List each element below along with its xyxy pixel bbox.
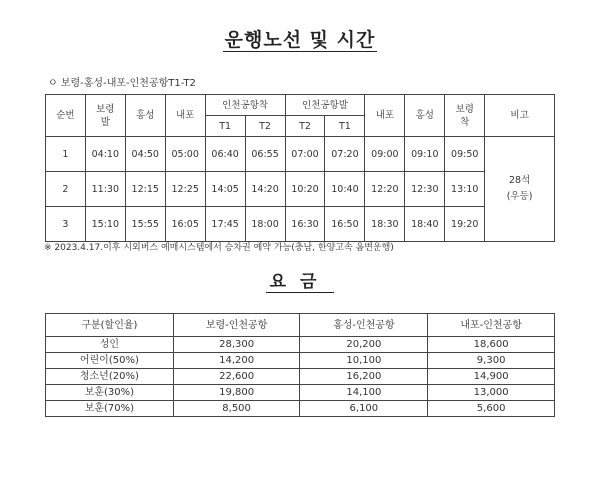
time-cell: 16:50 xyxy=(325,207,365,242)
header-arr-t1: T1 xyxy=(205,116,245,137)
fare-cell: 18,600 xyxy=(428,337,555,353)
page-title-text: 운행노선 및 시간 xyxy=(224,29,376,51)
fare-cell: 14,900 xyxy=(428,369,555,385)
header-dep-t2: T2 xyxy=(285,116,325,137)
header-airport-arrival: 인천공항착 xyxy=(205,95,285,116)
time-cell: 12:30 xyxy=(405,172,445,207)
fare-cell: 20,200 xyxy=(300,337,428,353)
time-cell: 12:25 xyxy=(165,172,205,207)
time-cell: 13:10 xyxy=(445,172,485,207)
time-cell: 06:40 xyxy=(205,137,245,172)
header-arr-t2: T2 xyxy=(245,116,285,137)
fare-cell: 19,800 xyxy=(173,385,300,401)
fare-category-cell: 보훈(70%) xyxy=(46,401,174,417)
header-airport-departure: 인천공항발 xyxy=(285,95,365,116)
table-row xyxy=(46,337,555,353)
table-row xyxy=(46,137,555,172)
fare-title xyxy=(0,272,600,293)
footnote: ※ 2023.4.17.이후 시외버스 예매시스템에서 승차권 예약 가능(충남, 한양고속 옴변운행) xyxy=(44,243,394,253)
time-cell: 18:30 xyxy=(365,207,405,242)
fare-cell: 10,100 xyxy=(300,353,428,369)
time-cell: 04:50 xyxy=(125,137,165,172)
seq-cell: 2 xyxy=(46,172,86,207)
schedule-table xyxy=(45,94,555,242)
time-cell: 12:20 xyxy=(365,172,405,207)
seq-cell: 1 xyxy=(46,137,86,172)
time-cell: 14:05 xyxy=(205,172,245,207)
page-title xyxy=(0,29,600,52)
fare-header-naepo: 내포-인천공항 xyxy=(428,314,555,337)
header-naepo-return: 내포 xyxy=(365,95,405,137)
header-hongseong-return: 홍성 xyxy=(405,95,445,137)
fare-cell: 14,100 xyxy=(300,385,428,401)
time-cell: 04:10 xyxy=(85,137,125,172)
time-cell: 12:15 xyxy=(125,172,165,207)
time-cell: 10:20 xyxy=(285,172,325,207)
fare-header-hongseong: 홍성-인천공항 xyxy=(300,314,428,337)
time-cell: 16:05 xyxy=(165,207,205,242)
fare-cell: 16,200 xyxy=(300,369,428,385)
time-cell: 17:45 xyxy=(205,207,245,242)
table-row xyxy=(46,369,555,385)
header-seq: 순번 xyxy=(46,95,86,137)
time-cell: 16:30 xyxy=(285,207,325,242)
fare-cell: 14,200 xyxy=(173,353,300,369)
table-row xyxy=(46,353,555,369)
time-cell: 14:20 xyxy=(245,172,285,207)
fare-category-cell: 성인 xyxy=(46,337,174,353)
table-row xyxy=(46,172,555,207)
fare-cell: 28,300 xyxy=(173,337,300,353)
time-cell: 15:55 xyxy=(125,207,165,242)
fare-cell: 5,600 xyxy=(428,401,555,417)
table-row xyxy=(46,401,555,417)
time-cell: 09:10 xyxy=(405,137,445,172)
fare-header-category: 구분(할인율) xyxy=(46,314,174,337)
note-cell: 28석 (우등) xyxy=(485,137,555,242)
header-note: 비고 xyxy=(485,95,555,137)
fare-table xyxy=(45,313,555,417)
fare-category-cell: 보훈(30%) xyxy=(46,385,174,401)
time-cell: 11:30 xyxy=(85,172,125,207)
fare-header-boryeong: 보령-인천공항 xyxy=(173,314,300,337)
header-boryeong-dep: 보령 발 xyxy=(85,95,125,137)
time-cell: 09:00 xyxy=(365,137,405,172)
fare-category-cell: 어린이(50%) xyxy=(46,353,174,369)
table-row xyxy=(46,207,555,242)
header-hongseong: 홍성 xyxy=(125,95,165,137)
header-boryeong-arr: 보령 착 xyxy=(445,95,485,137)
seq-cell: 3 xyxy=(46,207,86,242)
fare-cell: 8,500 xyxy=(173,401,300,417)
fare-category-cell: 청소년(20%) xyxy=(46,369,174,385)
time-cell: 07:20 xyxy=(325,137,365,172)
time-cell: 06:55 xyxy=(245,137,285,172)
route-label: ㅇ 보령-홍성-내포-인천공항T1-T2 xyxy=(48,78,196,89)
time-cell: 09:50 xyxy=(445,137,485,172)
header-dep-t1: T1 xyxy=(325,116,365,137)
fare-cell: 6,100 xyxy=(300,401,428,417)
header-naepo: 내포 xyxy=(165,95,205,137)
fare-header-row xyxy=(46,314,555,337)
fare-cell: 22,600 xyxy=(173,369,300,385)
time-cell: 05:00 xyxy=(165,137,205,172)
time-cell: 07:00 xyxy=(285,137,325,172)
time-cell: 15:10 xyxy=(85,207,125,242)
fare-title-text: 요금 xyxy=(266,272,335,293)
time-cell: 18:00 xyxy=(245,207,285,242)
table-row xyxy=(46,385,555,401)
fare-cell: 13,000 xyxy=(428,385,555,401)
time-cell: 19:20 xyxy=(445,207,485,242)
time-cell: 10:40 xyxy=(325,172,365,207)
fare-cell: 9,300 xyxy=(428,353,555,369)
time-cell: 18:40 xyxy=(405,207,445,242)
